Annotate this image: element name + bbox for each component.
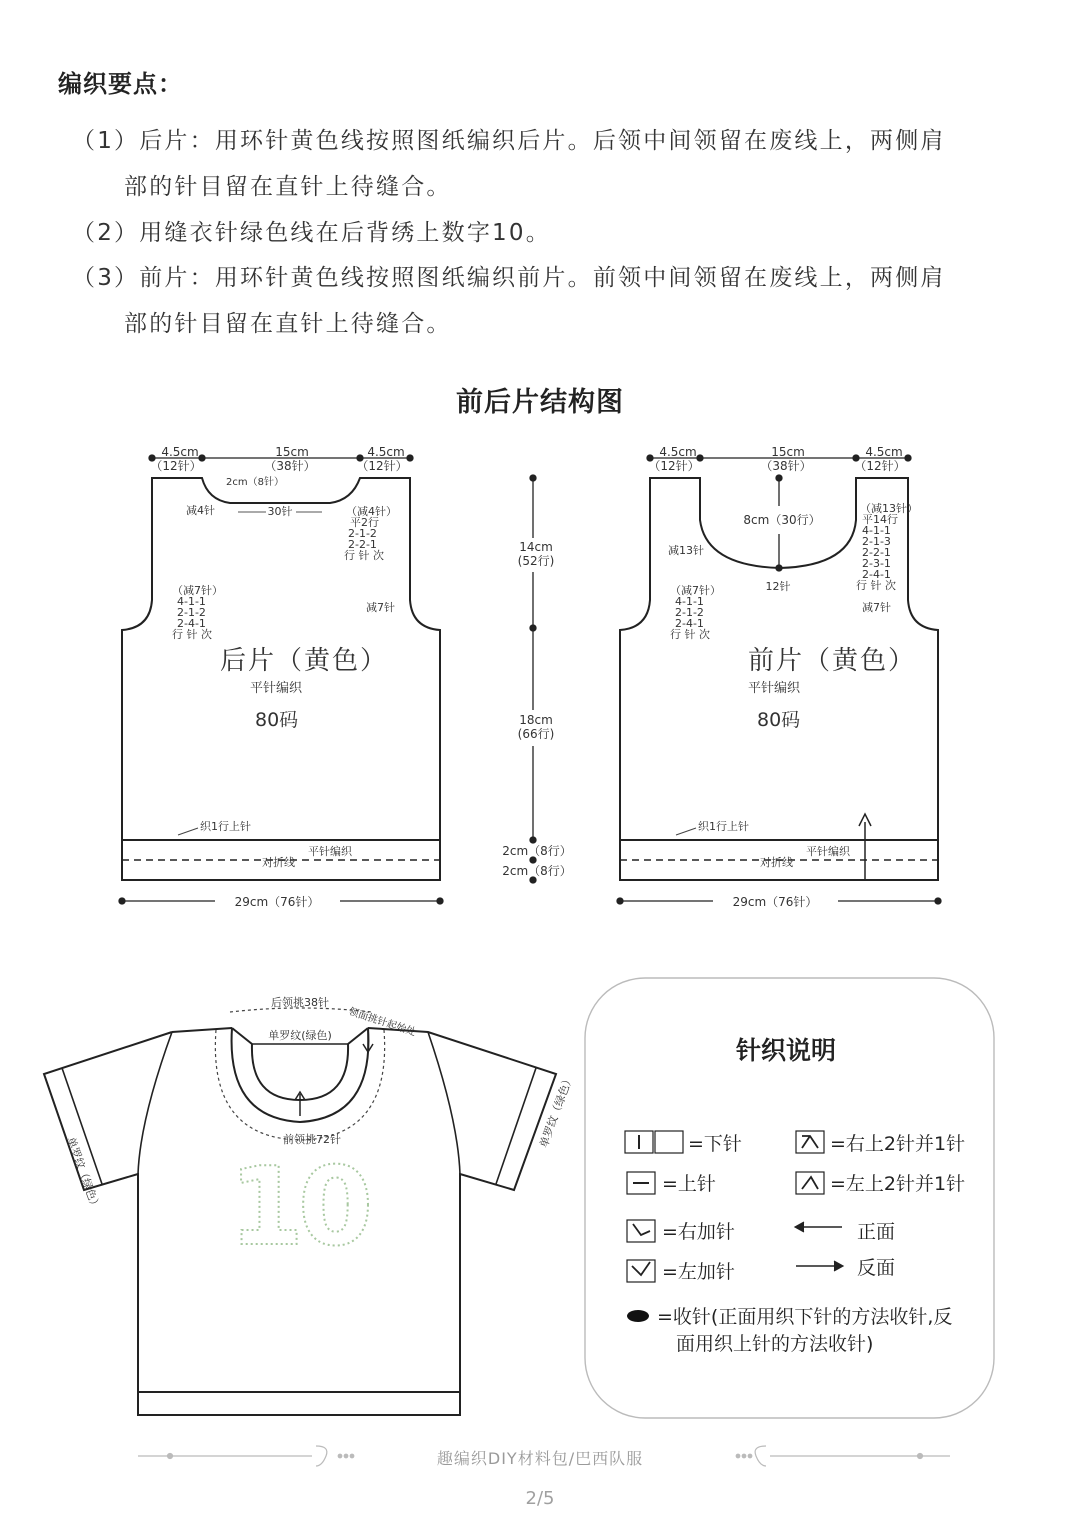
front-knit-row: 织1行上针 [698, 820, 749, 833]
legend-right-inc: =右加针 [662, 1221, 735, 1243]
svg-text:（减4针）: （减4针） [346, 505, 397, 518]
legend-right-dec: =右上2针并1针 [830, 1133, 966, 1155]
legend-purl: =上针 [662, 1173, 716, 1195]
legend-bind-off-2: 面用织上针的方法收针) [676, 1333, 874, 1355]
neck-pickup-guides [215, 1008, 384, 1140]
svg-text:4-1-1: 4-1-1 [675, 595, 704, 608]
page-number: 2/5 [525, 1488, 555, 1509]
svg-text:2-2-1: 2-2-1 [348, 538, 377, 551]
front-top-mid-cm: 15cm [771, 445, 805, 459]
back-hem-stitch: 平针编织 [308, 845, 352, 858]
svg-text:（减13针）: （减13针） [860, 502, 918, 515]
svg-text:4-1-1: 4-1-1 [862, 524, 891, 537]
svg-text:平14行: 平14行 [862, 513, 898, 526]
front-top-left-cm: 4.5cm [659, 445, 697, 459]
svg-text:行 针 次: 行 针 次 [344, 549, 384, 562]
svg-text:行 针 次: 行 针 次 [670, 628, 710, 641]
back-size: 80码 [255, 709, 299, 731]
svg-text:2-3-1: 2-3-1 [862, 557, 891, 570]
back-arm-left [172, 583, 223, 641]
diagram-title: 前后片结构图 [456, 387, 624, 418]
back-top-right-st: （12针） [356, 459, 408, 473]
front-bottom-width: 29cm（76针） [732, 895, 818, 909]
legend-title: 针织说明 [735, 1036, 837, 1065]
back-arm-right: 减7针 [366, 601, 395, 614]
svg-text:2-4-1: 2-4-1 [177, 617, 206, 630]
front-stitch-type: 平针编织 [748, 681, 801, 696]
svg-text:2-4-1: 2-4-1 [862, 568, 891, 581]
back-bottom-width: 29cm（76针） [234, 895, 320, 909]
legend-left-dec: =左上2针并1针 [830, 1173, 966, 1195]
front-neck-pickup: 前领挑72针 [283, 1133, 341, 1146]
back-piece [122, 478, 440, 880]
front-top-right-st: （12针） [854, 459, 906, 473]
front-piece-name: 前片（黄色） [748, 646, 917, 676]
step-1-line-1: （1）后片：用环针黄色线按照图纸编织后片。后领中间领留在废线上，两侧肩 [72, 128, 946, 154]
upper-height-cm: 14cm [519, 540, 553, 554]
neck-pickup-start: 领面挑针起始处 [347, 1006, 418, 1039]
legend-front-side: 正面 [857, 1221, 896, 1243]
back-neck-depth: 2cm（8针） [226, 477, 284, 488]
svg-text:（减7针）: （减7针） [172, 584, 223, 597]
back-fold-line: 对折线 [262, 856, 295, 869]
back-top-left-cm: 4.5cm [161, 445, 199, 459]
back-dec-left: 减4针 [186, 504, 215, 517]
svg-text:行 针 次: 行 针 次 [856, 579, 896, 592]
bind-off-icon [627, 1310, 649, 1322]
neck-arrows [295, 1030, 373, 1116]
front-size: 80码 [757, 709, 801, 731]
svg-text:2-1-3: 2-1-3 [862, 535, 891, 548]
hem-height-1: 2cm（8行） [502, 844, 572, 858]
lower-height-cm: 18cm [519, 713, 553, 727]
svg-text:2-1-2: 2-1-2 [348, 527, 377, 540]
svg-text:2-1-2: 2-1-2 [675, 606, 704, 619]
vertical-dimension-line [530, 475, 536, 883]
step-3-line-1: （3）前片：用环针黄色线按照图纸编织前片。前领中间领留在废线上，两侧肩 [72, 265, 946, 291]
legend-left-inc: =左加针 [662, 1261, 735, 1283]
front-top-mid-st: （38针） [760, 459, 812, 473]
back-knit-row: 织1行上针 [200, 820, 251, 833]
svg-text:2-2-1: 2-2-1 [862, 546, 891, 559]
right-sleeve-rib-label: 单罗纹（绿色） [537, 1072, 576, 1150]
back-top-mid-st: （38针） [264, 459, 316, 473]
back-neck-pickup: 后领挑38针 [271, 996, 329, 1009]
svg-text:2-4-1: 2-4-1 [675, 617, 704, 630]
back-top-mid-cm: 15cm [275, 445, 309, 459]
front-fold-line: 对折线 [760, 856, 793, 869]
collar-rib-label: 单罗纹(绿色) [268, 1029, 332, 1042]
front-top-right-cm: 4.5cm [865, 445, 903, 459]
legend-bind-off-1: =收针(正面用织下针的方法收针,反 [657, 1306, 953, 1328]
svg-text:（减7针）: （减7针） [670, 584, 721, 597]
svg-text:平2行: 平2行 [350, 516, 379, 529]
front-knit-direction-arrow [859, 814, 871, 880]
back-neck-width: 30针 [267, 505, 293, 518]
upper-height-rows: (52行) [517, 554, 555, 568]
svg-text:行 针 次: 行 针 次 [172, 628, 212, 641]
step-2: （2）用缝衣针绿色线在后背绣上数字10。 [72, 220, 551, 246]
legend-knit: =下针 [688, 1133, 742, 1155]
front-top-left-st: （12针） [648, 459, 700, 473]
front-hem-stitch: 平针编织 [806, 845, 850, 858]
back-top-right-cm: 4.5cm [367, 445, 405, 459]
svg-text:2-1-2: 2-1-2 [177, 606, 206, 619]
front-arm-right: 减7针 [862, 601, 891, 614]
front-dec-left: 减13针 [668, 544, 704, 557]
back-dec-right [344, 504, 397, 562]
lower-height-rows: (66行) [517, 727, 555, 741]
hem-height-2: 2cm（8行） [502, 864, 572, 878]
front-arm-left [670, 583, 721, 641]
svg-text:4-1-1: 4-1-1 [177, 595, 206, 608]
legend-back-side: 反面 [857, 1257, 896, 1279]
front-neck-bottom: 12针 [765, 580, 791, 593]
back-stitch-type: 平针编织 [250, 681, 303, 696]
section-heading: 编织要点： [58, 70, 183, 98]
front-neck-depth: 8cm（30行） [743, 513, 821, 527]
left-sleeve-rib-label: 单罗纹（绿色） [64, 1135, 103, 1213]
back-piece-name: 后片（黄色） [220, 646, 389, 676]
step-1-line-2: 部的针目留在直针上待缝合。 [124, 174, 452, 200]
back-top-left-st: （12针） [150, 459, 202, 473]
footer-caption: 趣编织DIY材料包/巴西队服 [436, 1449, 644, 1468]
step-3-line-2: 部的针目留在直针上待缝合。 [124, 311, 452, 337]
number-ten-embroidery: 10 [228, 1145, 368, 1270]
